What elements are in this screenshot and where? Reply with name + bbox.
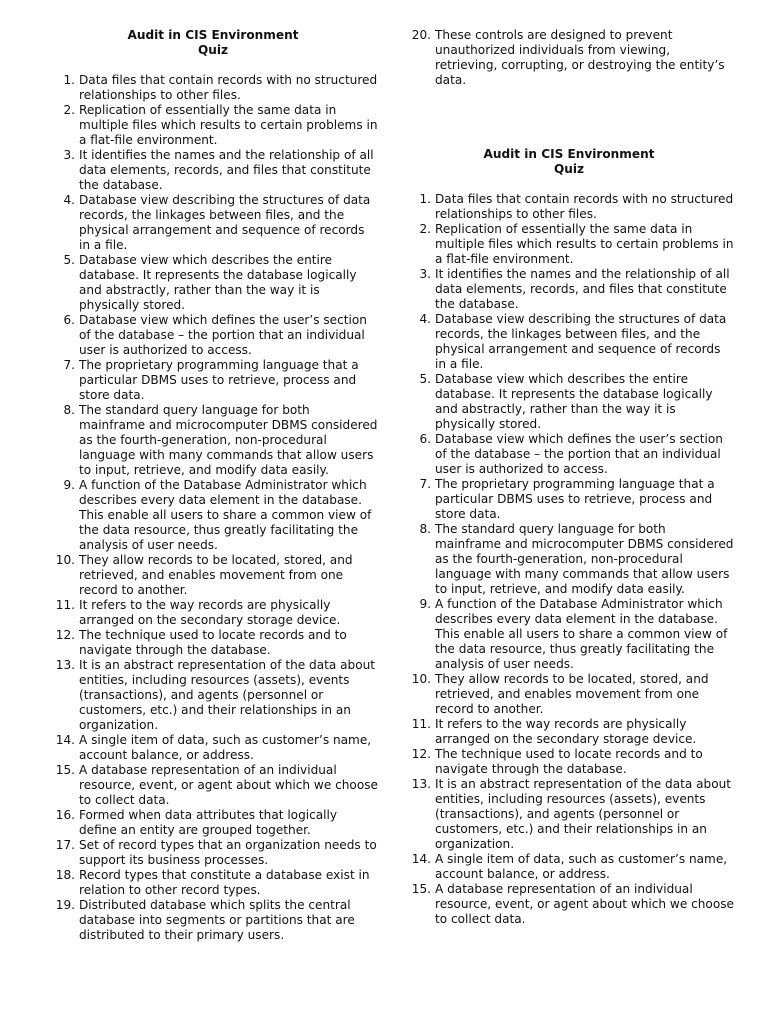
list-item [48, 193, 378, 253]
item-text: Database view describing the structures of data records, the linkages between files, and the physical arrangement and sequence of records in a file. [435, 312, 727, 371]
list-item [404, 717, 734, 747]
item-text: It refers to the way records are physically arranged on the secondary storage device. [79, 598, 341, 627]
item-text: The technique used to locate records and to navigate through the database. [435, 747, 703, 776]
item-number: 14. [411, 852, 431, 866]
item-text: These controls are designed to prevent unauthorized individuals from viewing, retrieving, corrupting, or destroying the entity’s data. [435, 28, 725, 87]
item-text: They allow records to be located, stored, and retrieved, and enables movement from one record to another. [435, 672, 709, 716]
item-text: Formed when data attributes that logically define an entity are grouped together. [79, 808, 338, 837]
item-number: 7. [419, 477, 431, 491]
question-list-left [48, 73, 378, 943]
item-number: 4. [419, 312, 431, 326]
list-item [48, 403, 378, 478]
item-text: The standard query language for both mainframe and microcomputer DBMS considered as the fourth-generation, non-procedural language with many commands that allow users to input, retrieve, and modify data easily. [435, 522, 734, 596]
list-item [48, 838, 378, 868]
list-item [404, 222, 734, 267]
item-text: A single item of data, such as customer’s name, account balance, or address. [79, 733, 372, 762]
list-item [48, 253, 378, 313]
list-item [404, 852, 734, 882]
item-text: It refers to the way records are physically arranged on the secondary storage device. [435, 717, 697, 746]
item-number: 9. [419, 597, 431, 611]
list-item [404, 882, 734, 927]
item-number: 15. [55, 763, 75, 777]
item-number: 10. [55, 553, 75, 567]
list-item [48, 868, 378, 898]
list-item [404, 477, 734, 522]
page-title [48, 28, 378, 58]
item-number: 1. [63, 73, 75, 87]
second-page-title [404, 147, 734, 177]
item-number: 7. [63, 358, 75, 372]
title-line-1: Audit in CIS Environment [483, 147, 655, 161]
list-item [48, 628, 378, 658]
item-text: A function of the Database Administrator which describes every data element in the database. This enable all users to share a common view of the data resource, thus greatly facilitating the analysis of user needs. [435, 597, 728, 671]
item-text: Replication of essentially the same data in multiple files which results to certain problems in a flat-file environment. [79, 103, 378, 147]
list-item [404, 597, 734, 672]
item-number: 5. [419, 372, 431, 386]
item-text: They allow records to be located, stored, and retrieved, and enables movement from one record to another. [79, 553, 353, 597]
list-item [48, 148, 378, 193]
item-text: It is an abstract representation of the data about entities, including resources (assets), events (transactions), and agents (personnel or customers, etc.) and their relationships in an organization. [435, 777, 732, 851]
item-number: 5. [63, 253, 75, 267]
list-item [48, 478, 378, 553]
title-line-2: Quiz [553, 162, 585, 176]
item-number: 20. [411, 28, 431, 42]
list-item [404, 372, 734, 432]
item-text: Database view which describes the entire database. It represents the database logically and abstractly, rather than the way it is physically stored. [79, 253, 357, 312]
item-text: A function of the Database Administrator which describes every data element in the database. This enable all users to share a common view of the data resource, thus greatly facilitating the analysis of user needs. [79, 478, 372, 552]
item-text: The proprietary programming language that a particular DBMS uses to retrieve, process and store data. [79, 358, 359, 402]
item-number: 4. [63, 193, 75, 207]
item-number: 19. [55, 898, 75, 912]
item-number: 15. [411, 882, 431, 896]
item-text: Data files that contain records with no structured relationships to other files. [79, 73, 378, 102]
item-text: Record types that constitute a database exist in relation to other record types. [79, 868, 370, 897]
item-text: The proprietary programming language that a particular DBMS uses to retrieve, process and store data. [435, 477, 715, 521]
item-text: Data files that contain records with no structured relationships to other files. [435, 192, 734, 221]
item-number: 6. [419, 432, 431, 446]
list-item [48, 553, 378, 598]
title-line-1: Audit in CIS Environment [127, 28, 299, 42]
list-item [48, 763, 378, 808]
item-number: 8. [63, 403, 75, 417]
item-text: Set of record types that an organization needs to support its business processes. [79, 838, 377, 867]
list-item [48, 103, 378, 148]
item-number: 11. [411, 717, 431, 731]
item-number: 16. [55, 808, 75, 822]
item-number: 3. [63, 148, 75, 162]
list-item [404, 312, 734, 372]
item-text: A database representation of an individual resource, event, or agent about which we choose to collect data. [79, 763, 378, 807]
list-item [404, 267, 734, 312]
list-item [48, 808, 378, 838]
list-item [48, 733, 378, 763]
item-number: 10. [411, 672, 431, 686]
list-item [48, 358, 378, 403]
question-list-right-bottom [404, 192, 734, 927]
item-number: 2. [63, 103, 75, 117]
list-item [48, 898, 378, 943]
list-item [404, 777, 734, 852]
item-text: The standard query language for both mainframe and microcomputer DBMS considered as the fourth-generation, non-procedural language with many commands that allow users to input, retrieve, and modify data easily. [79, 403, 378, 477]
item-text: Distributed database which splits the central database into segments or partitions that are distributed to their primary users. [79, 898, 355, 942]
item-text: Database view which describes the entire database. It represents the database logically and abstractly, rather than the way it is physically stored. [435, 372, 713, 431]
item-number: 14. [55, 733, 75, 747]
item-number: 18. [55, 868, 75, 882]
item-number: 17. [55, 838, 75, 852]
item-text: The technique used to locate records and to navigate through the database. [79, 628, 347, 657]
list-item [404, 432, 734, 477]
item-text: Database view which defines the user’s section of the database – the portion that an individual user is authorized to access. [435, 432, 723, 476]
right-column [404, 28, 734, 927]
list-item [404, 28, 734, 88]
list-item [404, 747, 734, 777]
list-item [404, 672, 734, 717]
item-text: A database representation of an individual resource, event, or agent about which we choose to collect data. [435, 882, 734, 926]
question-list-right-top [404, 28, 734, 88]
title-line-2: Quiz [197, 43, 229, 57]
list-item [48, 73, 378, 103]
item-number: 11. [55, 598, 75, 612]
item-number: 12. [411, 747, 431, 761]
item-text: Database view describing the structures of data records, the linkages between files, and the physical arrangement and sequence of records in a file. [79, 193, 371, 252]
item-text: It identifies the names and the relationship of all data elements, records, and files that constitute the database. [79, 148, 374, 192]
item-number: 1. [419, 192, 431, 206]
item-number: 3. [419, 267, 431, 281]
item-number: 8. [419, 522, 431, 536]
item-text: It is an abstract representation of the data about entities, including resources (assets), events (transactions), and agents (personnel or customers, etc.) and their relationships in an organization. [79, 658, 376, 732]
item-number: 9. [63, 478, 75, 492]
item-number: 2. [419, 222, 431, 236]
list-item [48, 313, 378, 358]
item-text: A single item of data, such as customer’s name, account balance, or address. [435, 852, 728, 881]
list-item [48, 658, 378, 733]
item-number: 13. [55, 658, 75, 672]
item-text: It identifies the names and the relationship of all data elements, records, and files that constitute the database. [435, 267, 730, 311]
list-item [404, 522, 734, 597]
item-text: Database view which defines the user’s section of the database – the portion that an individual user is authorized to access. [79, 313, 367, 357]
item-number: 12. [55, 628, 75, 642]
item-number: 6. [63, 313, 75, 327]
list-item [48, 598, 378, 628]
list-item [404, 192, 734, 222]
item-text: Replication of essentially the same data in multiple files which results to certain problems in a flat-file environment. [435, 222, 734, 266]
item-number: 13. [411, 777, 431, 791]
left-column [48, 28, 378, 943]
